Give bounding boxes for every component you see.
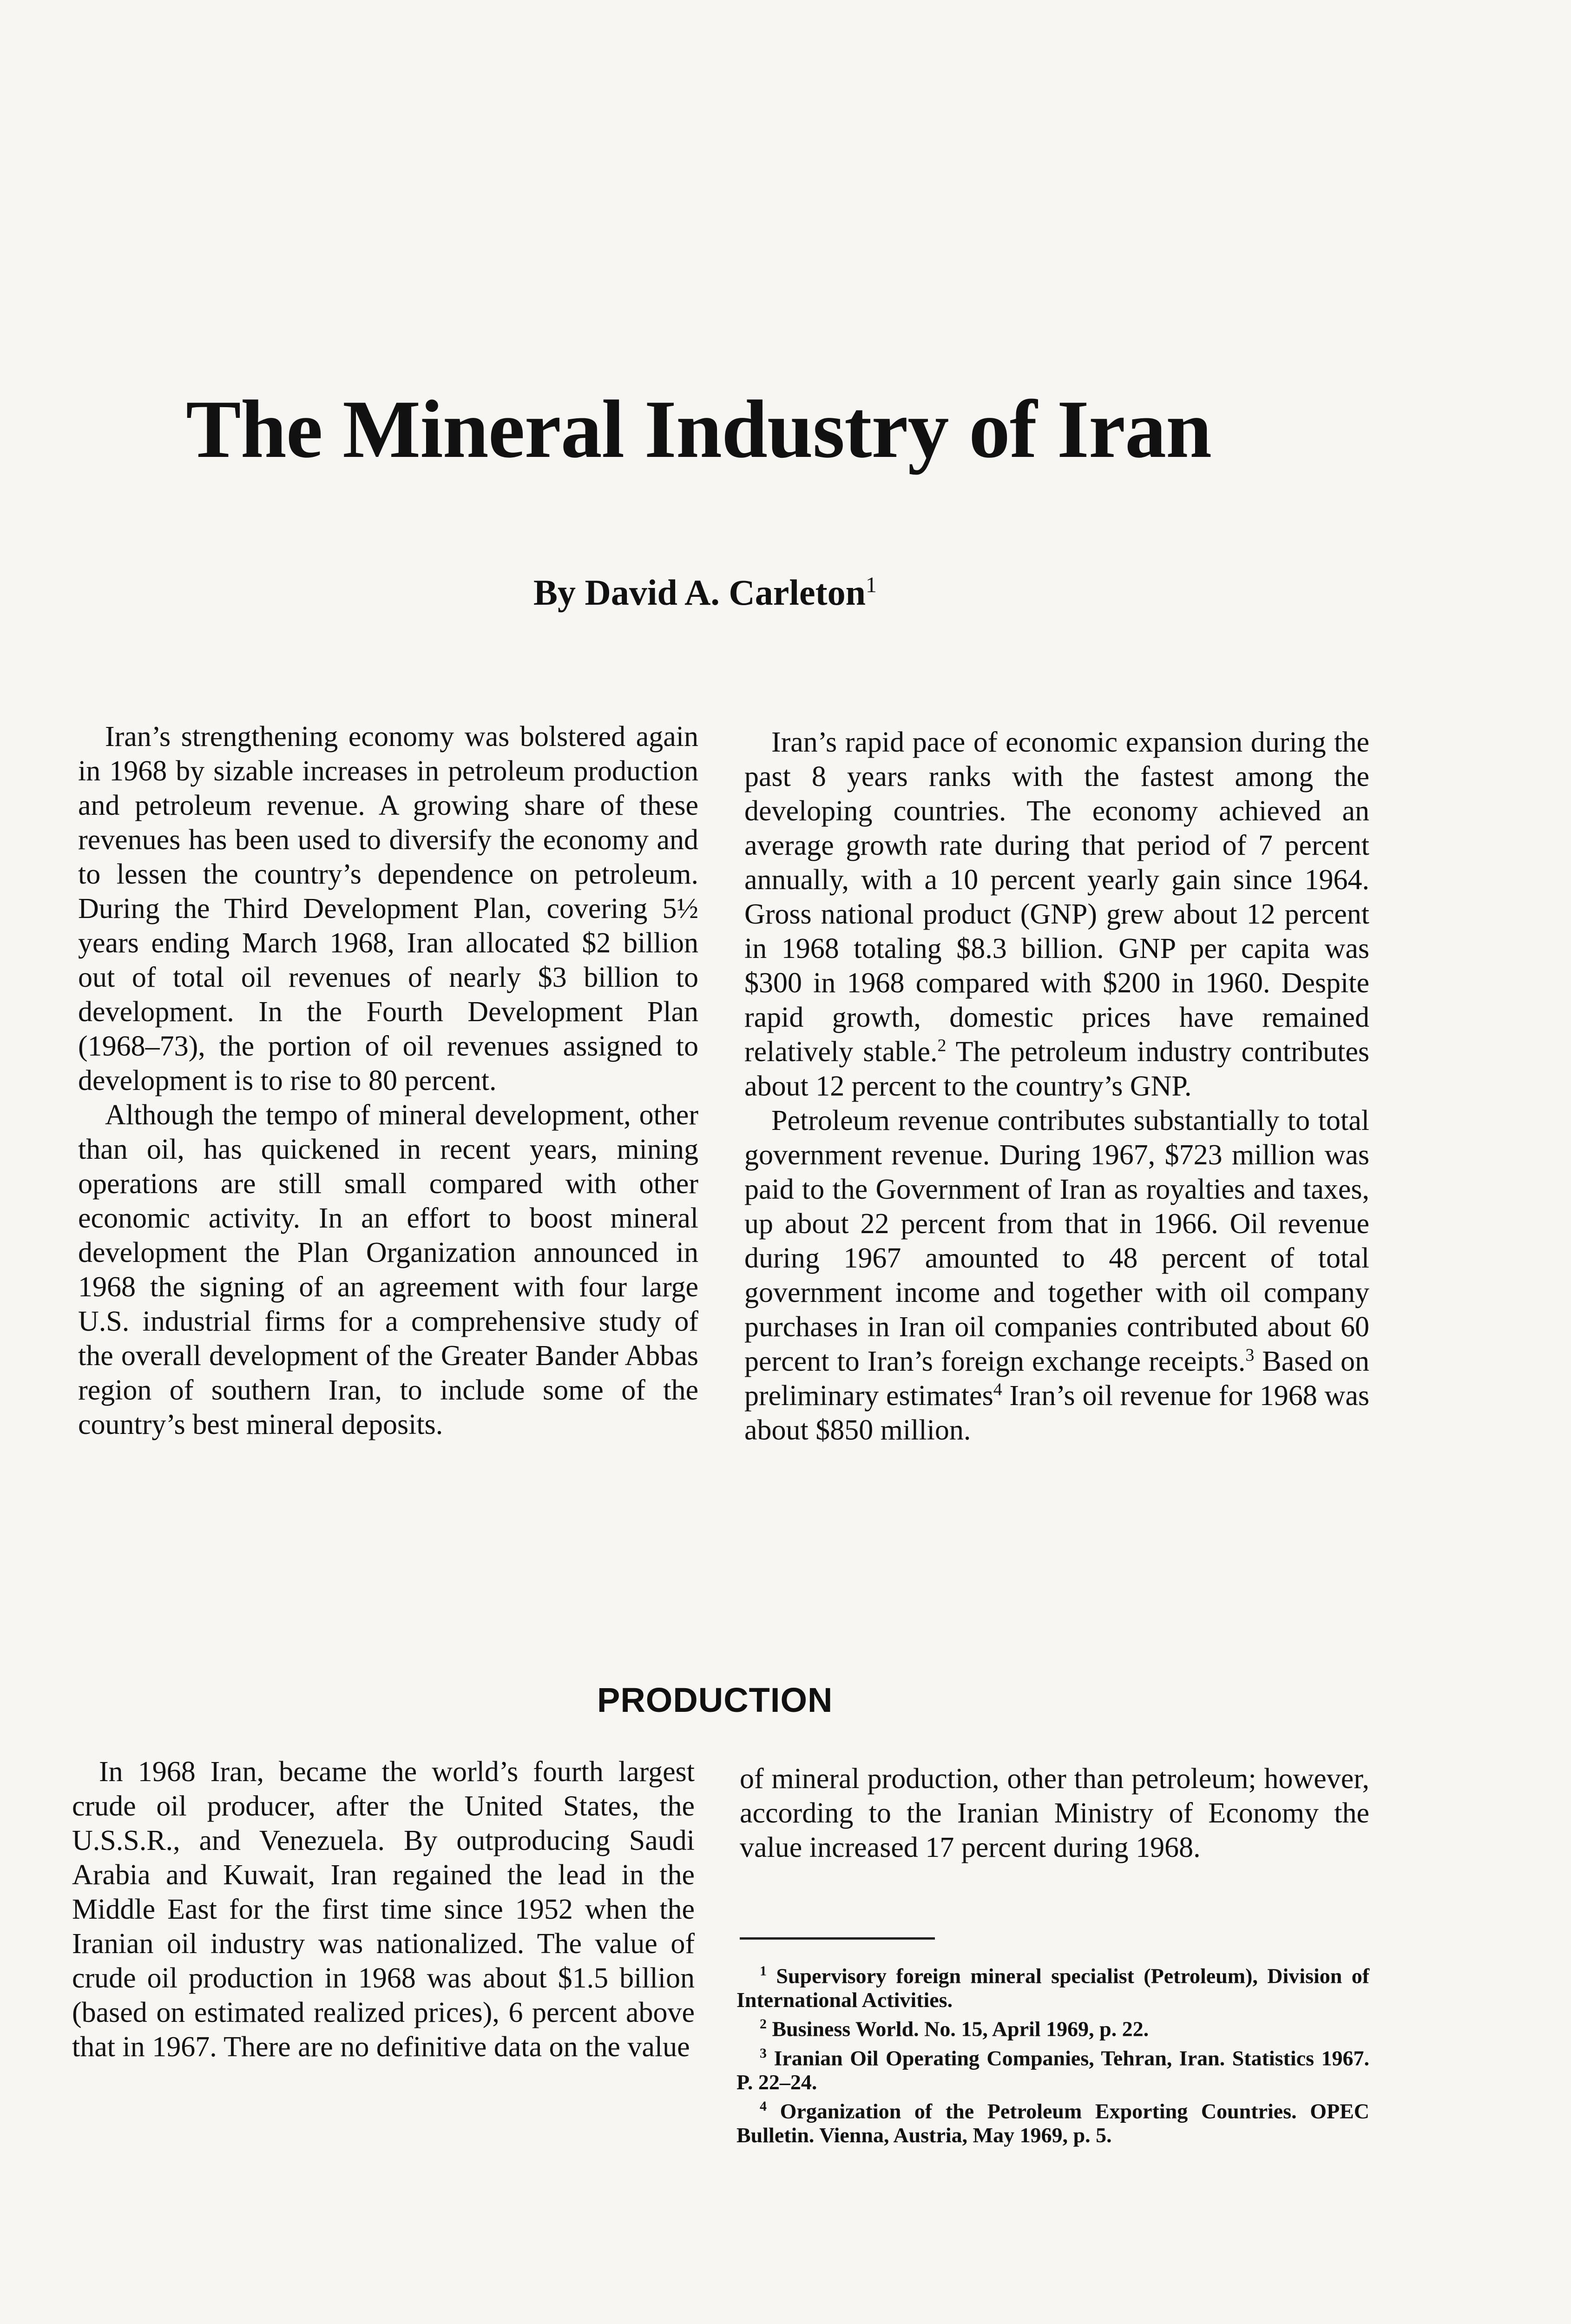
intro-column-left xyxy=(78,720,698,1442)
footnote-text: Organization of the Petroleum Exporting Countries. OPEC Bulletin. Vienna, Austria, May 1969, p. 5. xyxy=(736,2099,1369,2147)
production-paragraph-1: In 1968 Iran, became the world’s fourth largest crude oil producer, after the United States, the U.S.S.R., and Venezuela. By outproducing Saudi Arabia and Kuwait, Iran regained the lead in the Middle East for the first time since 1952 when the Iranian oil industry was nationalized. The value of crude oil production in 1968 was about $1.5 billion (based on estimated realized prices), 6 percent above that in 1967. There are no definitive data on the value xyxy=(72,1756,695,2063)
text-run: Iran’s rapid pace of economic expansion during the past 8 years ranks with the fastest among the developing countries. The economy achieved an average growth rate during that period of 7 percent annually, with a 10 percent yearly gain since 1964. Gross national product (GNP) grew about 12 percent in 1968 totaling $8.3 billion. GNP per capita was $300 in 1968 compared with $200 in 1960. Despite rapid growth, domestic prices have remained relatively stable. xyxy=(744,726,1369,1068)
footnote xyxy=(736,2094,1369,2147)
footnote-number: 2 xyxy=(760,2016,767,2032)
production-column-right xyxy=(740,1762,1369,1865)
footnote-text: Business World. No. 15, April 1969, p. 22. xyxy=(772,2017,1149,2041)
article-title: The Mineral Industry of Iran xyxy=(186,383,1211,475)
text-run: Based on preliminary estimates xyxy=(744,1346,1369,1412)
text-run: The petroleum industry contributes about 12 percent to the country’s GNP. xyxy=(744,1036,1369,1102)
text-run: Petroleum revenue contributes substantially to total government revenue. During 1967, $723 million was paid to the Government of Iran as royalties and taxes, up about 22 percent from that in 1966. Oil revenue during 1967 amounted to 48 percent of total government income and together with oil company purchases in Iran oil companies contributed about 60 percent to Iran’s foreign exchange receipts. xyxy=(744,1105,1369,1377)
footnote-divider xyxy=(740,1937,935,1940)
footnote-text: Iranian Oil Operating Companies, Tehran, Iran. Statistics 1967. P. 22–24. xyxy=(736,2046,1369,2094)
production-paragraph-continued: of mineral production, other than petroleum; however, according to the Iranian Ministry of Economy the value increased 17 percent during 1968. xyxy=(740,1763,1369,1863)
footnote-text: Supervisory foreign mineral specialist (Petroleum), Division of International Activities. xyxy=(736,1964,1370,2012)
footnote xyxy=(736,1959,1369,2012)
intro-paragraph-1: Iran’s strengthening economy was bolstered again in 1968 by sizable increases in petroleum production and petroleum revenue. A growing share of these revenues has been used to diversify the economy and to lessen the country’s dependence on petroleum. During the Third Development Plan, covering 5½ years ending March 1968, Iran allocated $2 billion out of total oil revenues of nearly $3 billion to development. In the Fourth Development Plan (1968–73), the portion of oil revenues assigned to development is to rise to 80 percent. xyxy=(78,721,698,1096)
footnotes xyxy=(736,1959,1369,2147)
footnote xyxy=(736,2041,1369,2094)
intro-paragraph-2: Although the tempo of mineral development, other than oil, has quickened in recent years, mining operations are still small compared with other economic activity. In an effort to boost mineral development the Plan Organization announced in 1968 the signing of an agreement with four large U.S. industrial firms for a comprehensive study of the overall development of the Greater Bander Abbas region of southern Iran, to include some of the country’s best mineral deposits. xyxy=(78,1099,698,1440)
intro-column-right xyxy=(744,725,1369,1447)
footnote-ref-4: 4 xyxy=(993,1380,1002,1400)
footnote-number: 3 xyxy=(760,2045,767,2061)
section-heading-production: PRODUCTION xyxy=(597,1681,833,1719)
text-run: Iran’s oil revenue for 1968 was about $850 million. xyxy=(744,1380,1369,1446)
byline xyxy=(533,572,877,614)
footnote-number: 1 xyxy=(760,1963,767,1979)
footnote xyxy=(736,2012,1369,2041)
footnote-ref-2: 2 xyxy=(937,1036,947,1056)
intro-paragraph-3 xyxy=(744,725,1369,1103)
footnote-number: 4 xyxy=(760,2098,767,2114)
footnote-ref-3: 3 xyxy=(1245,1345,1255,1365)
byline-footnote-mark: 1 xyxy=(866,573,877,597)
production-column-left xyxy=(72,1755,695,2064)
intro-paragraph-4 xyxy=(744,1103,1369,1447)
author-name: By David A. Carleton xyxy=(533,572,866,613)
